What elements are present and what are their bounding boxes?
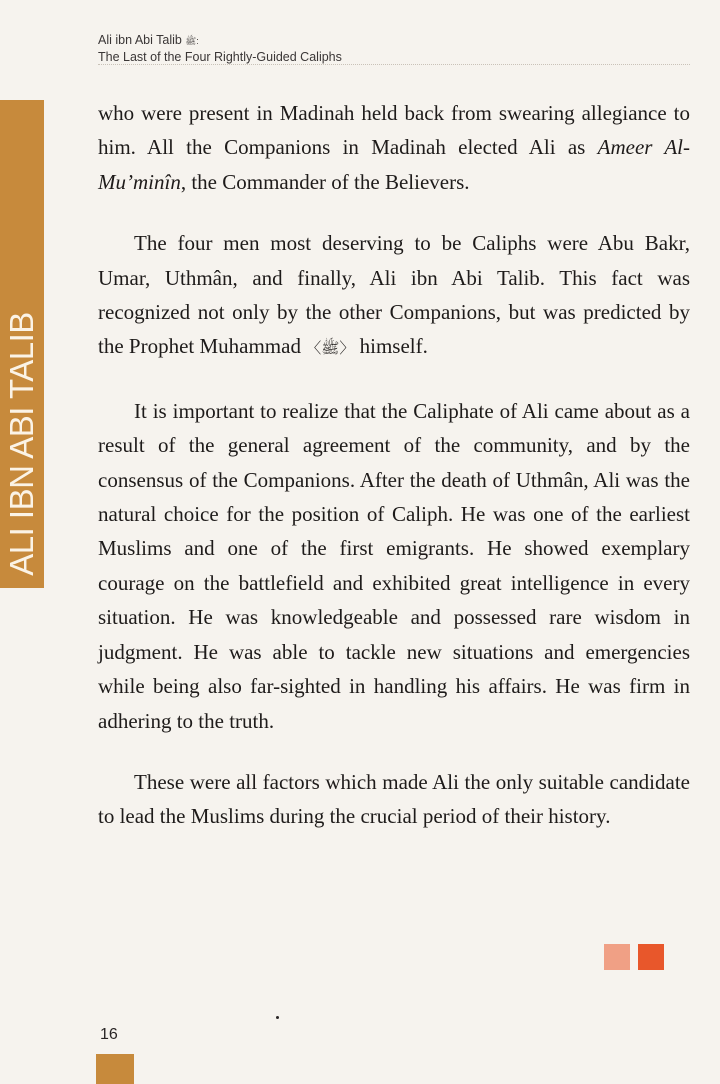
paragraph-1: who were present in Madinah held back from swearing allegiance to him. All the Companions in Madinah elected Ali as Ameer Al-Mu’minîn, the Commander of the Believers. <box>98 101 690 194</box>
ameer-al-muminin-term: Ameer Al-Mu’minîn <box>98 135 690 194</box>
prophet-honorific-icon: 〈ﷺ〉 <box>306 341 355 358</box>
paragraph-2: The four men most deserving to be Caliphs were Abu Bakr, Umar, Uthmân, and finally, Ali ibn Abi Talib. This fact was recognized not only by the other Companions, but was predicted by the Prophet Muhammad 〈ﷺ〉 himself. <box>98 231 690 359</box>
paragraph-3: It is important to realize that the Caliphate of Ali came about as a result of the general agreement of the community, and by the consensus of the Companions. After the death of Uthmân, Ali was the natural choice for the position of Caliph. He was one of the earliest Muslims and one of the first emigrants. He showed exemplary courage on the battlefield and exhibited great intelligence in every situation. He was knowledgeable and possessed rare wisdom in judgment. He was able to tackle new situations and emergencies while being also far-sighted in handling his affairs. He was firm in adhering to the truth. <box>98 398 690 733</box>
header-divider <box>98 64 690 65</box>
decorative-square-dark <box>638 944 664 970</box>
header-subtitle: The Last of the Four Rightly-Guided Caliphs <box>98 50 342 64</box>
chapter-side-tab <box>0 100 44 588</box>
chapter-side-tab-label: ALI IBN ABI TALIB <box>3 312 40 576</box>
header-honorific-symbol: ﷺ: <box>185 36 199 46</box>
page-number: 16 <box>100 1026 118 1043</box>
print-speck <box>276 1016 279 1019</box>
decorative-square-light <box>604 944 630 970</box>
header-book-title: Ali ibn Abi Talib ﷺ: <box>98 33 199 47</box>
body-text <box>98 96 690 861</box>
running-header <box>98 32 342 65</box>
page-number-tab <box>96 1054 134 1084</box>
paragraph-4: These were all factors which made Ali the only suitable candidate to lead the Muslims during the crucial period of their history. <box>98 769 690 829</box>
